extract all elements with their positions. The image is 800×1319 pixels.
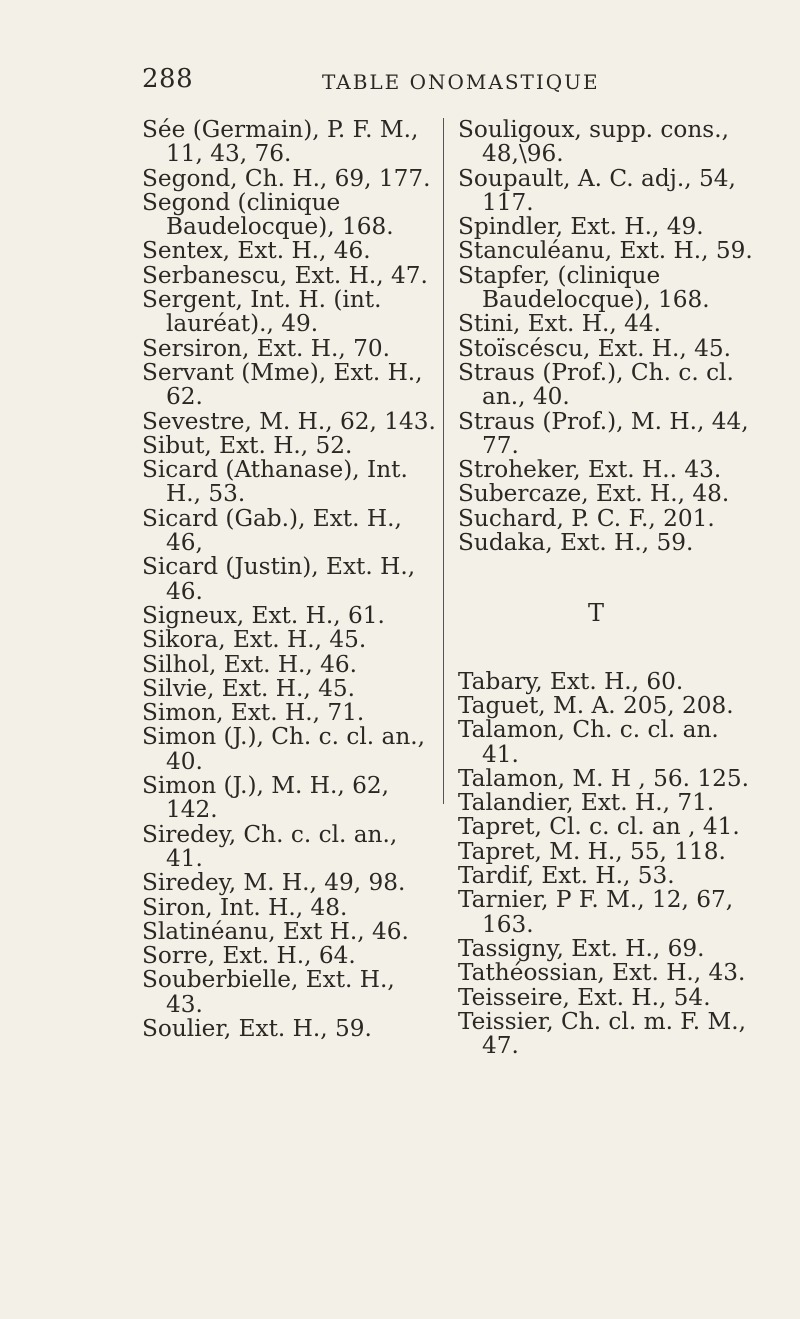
index-entry: Tapret, Cl. c. cl. an , 41.: [458, 813, 740, 841]
index-entry: Soupault, A. C. adj., 54, 117.: [458, 164, 736, 216]
index-entry: Sibut, Ext. H., 52.: [142, 431, 353, 459]
index-entry: Siron, Int. H., 48.: [142, 893, 348, 921]
index-entry: Spindler, Ext. H., 49.: [458, 213, 704, 241]
index-entry: Siredey, Ch. c. cl. an., 41.: [142, 820, 398, 872]
index-entry: Signeux, Ext. H., 61.: [142, 601, 385, 629]
index-entry: Tapret, M. H., 55, 118.: [458, 837, 726, 865]
index-entry: Teisseire, Ext. H., 54.: [458, 983, 711, 1011]
index-entry: Sevestre, M. H., 62, 143.: [142, 407, 436, 435]
index-entry: Sicard (Gab.), Ext. H., 46,: [142, 504, 402, 557]
index-entry: Stroheker, Ext. H.. 43.: [458, 456, 722, 484]
index-entry: Sée (Germain), P. F. M., 11, 43, 76.: [142, 116, 419, 168]
index-entry: Soulier, Ext. H., 59.: [142, 1014, 372, 1042]
index-entry: Tabary, Ext. H., 60.: [458, 667, 684, 695]
index-entry: Taguet, M. A. 205, 208.: [458, 691, 734, 719]
index-entry: Teissier, Ch. cl. m. F. M., 47.: [458, 1007, 747, 1060]
index-entry: Sicard (Athanase), Int. H., 53.: [142, 456, 408, 508]
index-entry: Souberbielle, Ext. H., 43.: [142, 966, 395, 1018]
index-entry: Tarnier, P F. M., 12, 67, 163.: [458, 886, 734, 938]
column-divider: [443, 118, 444, 804]
index-entry: Stini, Ext. H., 44.: [458, 310, 661, 338]
section-letter: T: [587, 599, 604, 628]
index-entry: Stanculéanu, Ext. H., 59.: [458, 237, 753, 265]
index-entry: Tathéossian, Ext. H., 43.: [458, 959, 746, 987]
index-entry: Slatinéanu, Ext H., 46.: [142, 917, 409, 945]
index-entry: Segond, Ch. H., 69, 177.: [142, 164, 431, 192]
index-entry: Sersiron, Ext. H., 70.: [142, 334, 390, 362]
right-column: [458, 118, 754, 1058]
index-entry: Simon, Ext. H., 71.: [142, 699, 365, 727]
index-entry: Talandier, Ext. H., 71.: [458, 789, 715, 817]
index-entry: Straus (Prof.), M. H., 44, 77.: [458, 407, 749, 459]
index-entry: Segond (clinique Baudelocque), 168.: [142, 188, 394, 241]
index-entry: Subercaze, Ext. H., 48.: [458, 480, 730, 508]
index-entry: Sikora, Ext. H., 45.: [142, 626, 367, 654]
page-header: [142, 64, 662, 104]
index-entry: Sicard (Justin), Ext. H., 46.: [142, 553, 416, 605]
index-entry: Sudaka, Ext. H., 59.: [458, 529, 694, 557]
index-entry: Siredey, M. H., 49, 98.: [142, 869, 406, 897]
page-number: 288: [142, 64, 194, 94]
left-column: [142, 118, 438, 1041]
index-entry: Stoïscéscu, Ext. H., 45.: [458, 334, 732, 362]
index-entry: Straus (Prof.), Ch. c. cl. an., 40.: [458, 358, 734, 411]
index-entry: Sentex, Ext. H., 46.: [142, 237, 371, 265]
index-entry: Talamon, Ch. c. cl. an. 41.: [458, 716, 719, 768]
index-entry: Talamon, M. H , 56. 125.: [458, 764, 750, 792]
index-entry: Sergent, Int. H. (int. lauréat)., 49.: [142, 286, 382, 338]
index-entry: Silhol, Ext. H., 46.: [142, 650, 358, 678]
index-entry: Tardif, Ext. H., 53.: [458, 862, 675, 890]
index-entry: Souligoux, supp. cons., 48,\96.: [458, 116, 729, 168]
index-entry: Simon (J.), Ch. c. cl. an., 40.: [142, 723, 426, 775]
index-entry: Serbanescu, Ext. H., 47.: [142, 261, 428, 289]
index-entry: Servant (Mme), Ext. H., 62.: [142, 358, 423, 411]
index-entry: Simon (J.), M. H., 62, 142.: [142, 772, 389, 824]
index-entry: Suchard, P. C. F., 201.: [458, 504, 715, 532]
index-entry: Stapfer, (clinique Baudelocque), 168.: [458, 261, 710, 314]
index-entry: Sorre, Ext. H., 64.: [142, 942, 356, 970]
index-entry: Tassigny, Ext. H., 69.: [458, 934, 705, 962]
index-entry: Silvie, Ext. H., 45.: [142, 674, 355, 702]
running-title: TABLE ONOMASTIQUE: [322, 70, 600, 94]
